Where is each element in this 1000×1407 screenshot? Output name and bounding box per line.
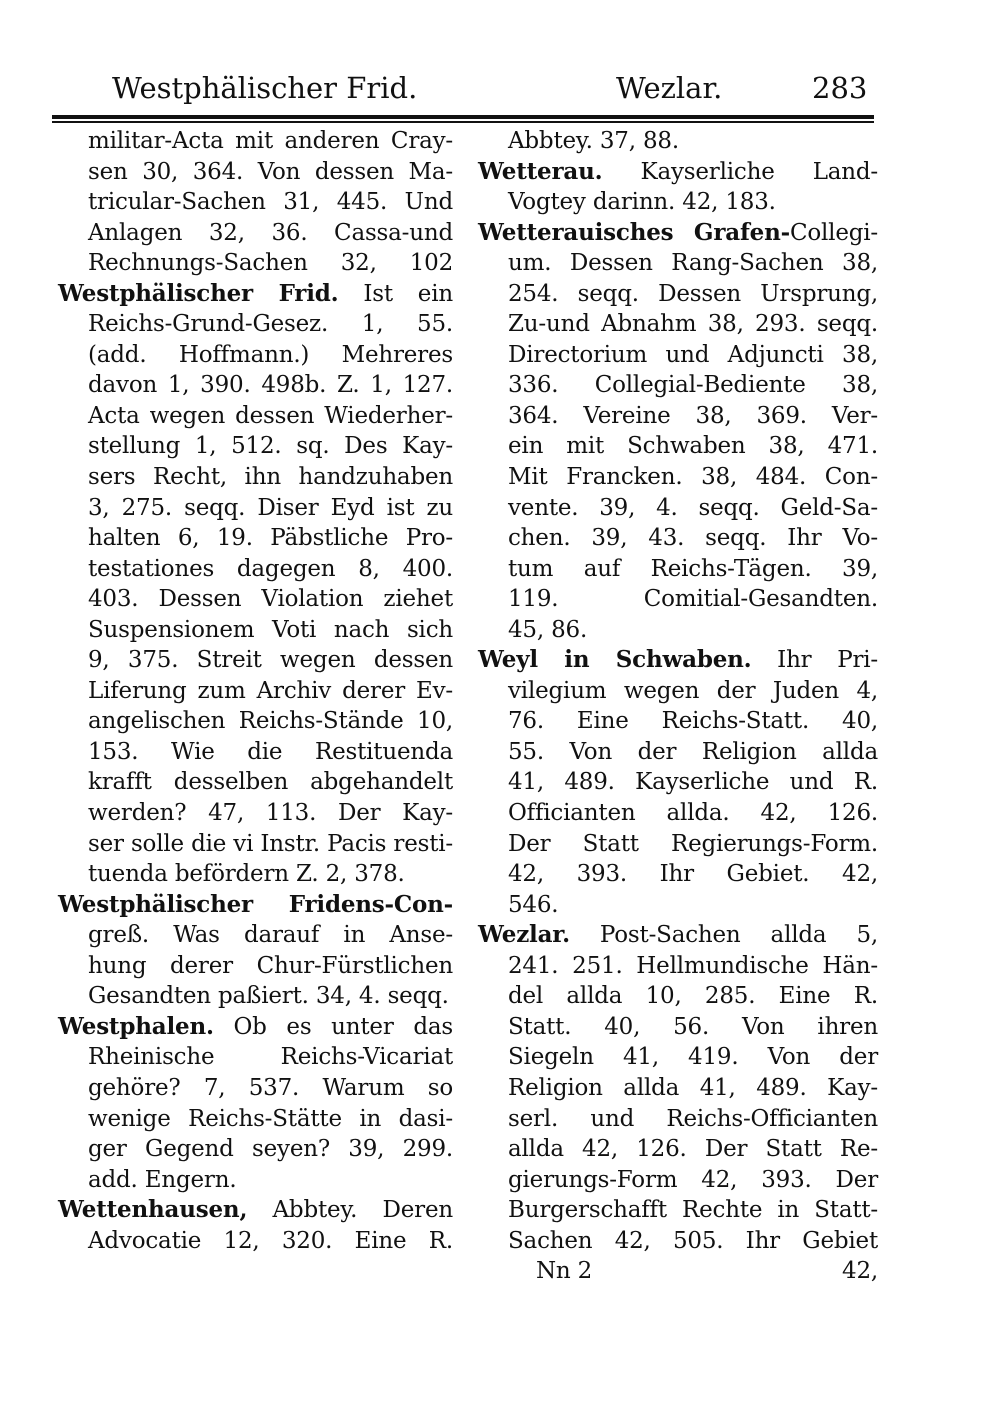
- entry-text: Gesandten paßiert. 34, 4. seqq.: [88, 983, 449, 1010]
- entry-text: Directorium und Adjuncti 38,: [508, 341, 878, 368]
- index-entry-line: [478, 554, 878, 585]
- index-entry-line: [58, 829, 453, 860]
- entry-text: tum auf Reichs-Tägen. 39,: [508, 555, 878, 582]
- header-rule-thick: [52, 115, 874, 119]
- index-entry-line: [478, 798, 878, 829]
- index-entry-line: [58, 248, 453, 279]
- index-entry-line: [478, 706, 878, 737]
- entry-text: 42, 393. Ihr Gebiet. 42,: [508, 861, 878, 888]
- entry-text: Ihr Pri-: [751, 647, 878, 674]
- entry-text: serl. und Reichs-Officianten: [508, 1105, 878, 1132]
- index-entry-line: [478, 523, 878, 554]
- entry-text: Der Statt Regierungs-Form.: [508, 830, 878, 857]
- index-entry-line: [58, 309, 453, 340]
- index-entry-line: [58, 554, 453, 585]
- entry-text: 254. seqq. Dessen Ursprung,: [508, 280, 878, 307]
- entry-text: del allda 10, 285. Eine R.: [508, 983, 878, 1010]
- entry-text: um. Dessen Rang-Sachen 38,: [508, 250, 878, 277]
- index-entry-line: [58, 981, 453, 1012]
- entry-text: Kayserliche Land-: [602, 158, 878, 185]
- entry-text: add. Engern.: [88, 1166, 237, 1193]
- entry-text: ger Gegend seyen? 39, 299.: [88, 1136, 453, 1163]
- entry-text: hung derer Chur-Fürstlichen: [88, 952, 453, 979]
- entry-headword: Wetterauisches Grafen-: [478, 218, 790, 246]
- index-entry-head-line: [478, 157, 878, 188]
- index-entry-line: [58, 1073, 453, 1104]
- entry-text: 546.: [508, 891, 559, 918]
- entry-text: sers Recht, ihn handzuhaben: [88, 464, 453, 491]
- entry-text: wenige Reichs-Stätte in dasi-: [88, 1105, 453, 1132]
- index-entry-line: [58, 340, 453, 371]
- entry-headword: Westphälischer Frid.: [58, 279, 339, 307]
- entry-text: 3, 275. seqq. Diser Eyd ist zu: [88, 494, 453, 521]
- index-entry-line: [478, 676, 878, 707]
- index-entry-line: [478, 279, 878, 310]
- entry-text: vilegium wegen der Juden 4,: [508, 677, 878, 704]
- entry-text: Acta wegen dessen Wiederher-: [88, 402, 453, 429]
- entry-text: Sachen 42, 505. Ihr Gebiet: [508, 1227, 878, 1254]
- index-entry-line: [478, 1226, 878, 1257]
- index-entry-line: [478, 431, 878, 462]
- index-entry-line: [58, 798, 453, 829]
- entry-text: allda 42, 126. Der Statt Re-: [508, 1136, 878, 1163]
- entry-text: gehöre? 7, 537. Warum so: [88, 1074, 453, 1101]
- index-entry-line: [478, 370, 878, 401]
- entry-text: 153. Wie die Restituenda: [88, 738, 453, 765]
- index-entry-line: [478, 493, 878, 524]
- entry-text: tricular-Sachen 31, 445. Und: [88, 189, 453, 216]
- index-entry-line: [58, 431, 453, 462]
- entry-text: 241. 251. Hellmundische Hän-: [508, 952, 878, 979]
- index-entry-line: [58, 493, 453, 524]
- entry-text: halten 6, 19. Päbstliche Pro-: [88, 525, 453, 552]
- index-entry-line: [58, 951, 453, 982]
- index-entry-line: [478, 615, 878, 646]
- index-entry-line: [58, 1104, 453, 1135]
- index-entry-line: [478, 584, 878, 615]
- entry-text: 336. Collegial-Bediente 38,: [508, 372, 878, 399]
- entry-headword: Wettenhausen,: [58, 1196, 248, 1224]
- index-entry-line: [58, 737, 453, 768]
- entry-text: 76. Eine Reichs-Statt. 40,: [508, 708, 878, 735]
- index-entry-line: [58, 1042, 453, 1073]
- entry-headword: Weyl in Schwaben.: [478, 646, 752, 674]
- index-entry-line: [478, 981, 878, 1012]
- entry-text: Mit Francken. 38, 484. Con-: [508, 464, 878, 491]
- signature-mark: Nn 2: [536, 1258, 593, 1285]
- index-entry-line: [58, 157, 453, 188]
- entry-text: Officianten allda. 42, 126.: [508, 800, 878, 827]
- index-entry-line: [58, 370, 453, 401]
- index-entry-head-line: [58, 279, 453, 310]
- left-column: [58, 126, 453, 1256]
- entry-text: Collegi-: [789, 219, 878, 246]
- entry-text: stellung 1, 512. sq. Des Kay-: [88, 433, 453, 460]
- index-entry-head-line: [478, 920, 878, 951]
- index-entry-line: [58, 767, 453, 798]
- index-entry-line: [478, 126, 878, 157]
- index-entry-line: [58, 218, 453, 249]
- entry-text: Burgerschafft Rechte in Statt-: [508, 1197, 878, 1224]
- index-entry-line: [478, 859, 878, 890]
- entry-text: Religion allda 41, 489. Kay-: [508, 1074, 878, 1101]
- page-number: 283: [812, 71, 868, 105]
- entry-text: testationes dagegen 8, 400.: [88, 555, 453, 582]
- index-entry-line: [58, 126, 453, 157]
- index-entry-line: [58, 1134, 453, 1165]
- entry-text: Siegeln 41, 419. Von der: [508, 1044, 878, 1071]
- entry-text: sen 30, 364. Von dessen Ma-: [88, 158, 453, 185]
- index-entry-line: [58, 676, 453, 707]
- index-entry-line: [478, 187, 878, 218]
- right-column: [478, 126, 878, 1287]
- entry-text: 9, 375. Streit wegen dessen: [88, 647, 453, 674]
- index-entry-line: [58, 1165, 453, 1196]
- entry-text: 119. Comitial-Gesandten.: [508, 586, 878, 613]
- index-entry-head-line: [58, 1195, 453, 1226]
- entry-text: Abbtey. 37, 88.: [508, 128, 679, 154]
- index-entry-line: [58, 462, 453, 493]
- index-entry-line: [58, 615, 453, 646]
- index-entry-line: [58, 584, 453, 615]
- index-entry-line: [58, 187, 453, 218]
- index-entry-line: [58, 401, 453, 432]
- index-entry-line: [58, 645, 453, 676]
- right-column-lines: [478, 126, 878, 1256]
- entry-text: Liferung zum Archiv derer Ev-: [88, 677, 453, 704]
- index-entry-line: [478, 1012, 878, 1043]
- entry-text: ser solle die vi Instr. Pacis resti-: [88, 830, 453, 857]
- entry-text: Anlagen 32, 36. Cassa-und: [88, 219, 453, 246]
- entry-text: Rheinische Reichs-Vicariat: [88, 1044, 453, 1071]
- page-footer-line: [478, 1256, 878, 1287]
- entry-text: Advocatie 12, 320. Eine R.: [88, 1227, 453, 1254]
- index-entry-line: [478, 1134, 878, 1165]
- index-entry-line: [478, 767, 878, 798]
- index-entry-line: [478, 462, 878, 493]
- entry-text: Ob es unter das: [213, 1013, 453, 1040]
- index-entry-line: [478, 401, 878, 432]
- index-entry-line: [478, 248, 878, 279]
- entry-text: 45, 86.: [508, 616, 588, 643]
- index-entry-head-line: [58, 890, 453, 921]
- entry-text: chen. 39, 43. seqq. Ihr Vo-: [508, 525, 878, 552]
- entry-text: greß. Was darauf in Anse-: [88, 922, 453, 949]
- index-entry-head-line: [58, 1012, 453, 1043]
- index-entry-line: [58, 920, 453, 951]
- index-entry-line: [58, 523, 453, 554]
- index-entry-line: [478, 309, 878, 340]
- entry-text: tuenda befördern Z. 2, 378.: [88, 861, 405, 888]
- entry-text: gierungs-Form 42, 393. Der: [508, 1166, 878, 1193]
- index-entry-head-line: [478, 645, 878, 676]
- index-entry-line: [478, 1042, 878, 1073]
- entry-text: Vogtey darinn. 42, 183.: [508, 189, 776, 216]
- index-entry-line: [478, 1104, 878, 1135]
- entry-text: (add. Hoffmann.) Mehreres: [88, 341, 453, 368]
- entry-text: Ist ein: [338, 280, 453, 307]
- entry-text: krafft desselben abgehandelt: [88, 769, 453, 796]
- index-entry-line: [58, 1226, 453, 1257]
- index-entry-line: [478, 951, 878, 982]
- running-head-right: Wezlar.: [616, 71, 723, 105]
- entry-headword: Westphälischer Fridens-Con-: [58, 890, 453, 918]
- entry-text: ein mit Schwaben 38, 471.: [508, 433, 878, 460]
- entry-text: Post-Sachen allda 5,: [569, 922, 878, 949]
- index-entry-line: [478, 890, 878, 921]
- entry-headword: Westphalen.: [58, 1012, 214, 1040]
- index-entry-head-line: [478, 218, 878, 249]
- entry-text: 41, 489. Kayserliche und R.: [508, 769, 878, 796]
- index-entry-line: [58, 706, 453, 737]
- entry-text: Rechnungs-Sachen 32, 102: [88, 250, 453, 277]
- index-entry-line: [478, 829, 878, 860]
- entry-headword: Wetterau.: [478, 157, 603, 185]
- entry-text: angelischen Reichs-Stände 10,: [88, 708, 453, 735]
- entry-text: Suspensionem Voti nach sich: [88, 616, 453, 643]
- index-entry-line: [478, 340, 878, 371]
- index-entry-line: [478, 737, 878, 768]
- entry-text: davon 1, 390. 498b. Z. 1, 127.: [88, 372, 453, 399]
- index-entry-line: [478, 1195, 878, 1226]
- header-rule-thin: [52, 121, 874, 123]
- entry-text: werden? 47, 113. Der Kay-: [88, 800, 453, 827]
- entry-text: 364. Vereine 38, 369. Ver-: [508, 402, 878, 429]
- running-head-left: Westphälischer Frid.: [112, 71, 418, 105]
- index-entry-line: [58, 859, 453, 890]
- entry-text: militar-Acta mit anderen Cray-: [88, 128, 453, 154]
- entry-headword: Wezlar.: [478, 921, 570, 949]
- index-entry-line: [478, 1073, 878, 1104]
- entry-text: 55. Von der Religion allda: [508, 738, 878, 765]
- entry-text: 403. Dessen Violation ziehet: [88, 586, 453, 613]
- catchword: 42,: [842, 1258, 878, 1285]
- entry-text: Zu-und Abnahm 38, 293. seqq.: [508, 311, 878, 338]
- entry-text: Reichs-Grund-Gesez. 1, 55.: [88, 311, 453, 338]
- entry-text: Abbtey. Deren: [247, 1197, 453, 1224]
- entry-text: vente. 39, 4. seqq. Geld-Sa-: [508, 494, 878, 521]
- entry-text: Statt. 40, 56. Von ihren: [508, 1013, 878, 1040]
- index-entry-line: [478, 1165, 878, 1196]
